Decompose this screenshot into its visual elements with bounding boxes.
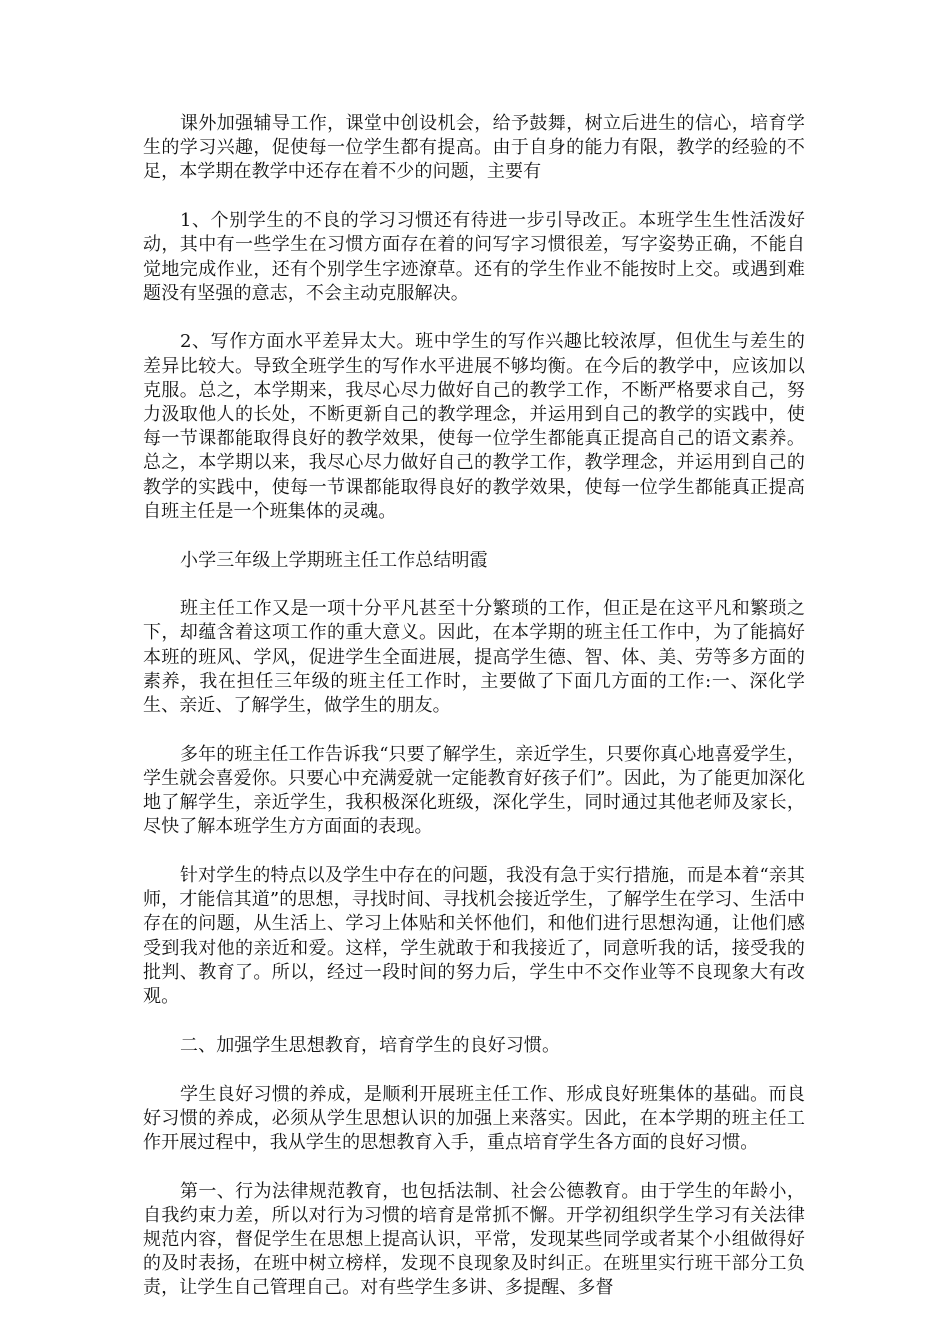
paragraph-good-habits: 学生良好习惯的养成，是顺利开展班主任工作、形成良好班集体的基础。而良好习惯的养成，必须从学生思想认识的加强上来落实。因此，在本学期的班主任工作开展过程中，我从学生的思想教育入手，重点培育学生各方面的良好习惯。 xyxy=(143,1083,805,1153)
paragraph-problem-writing: 2、写作方面水平差异太大。班中学生的写作兴趣比较浓厚，但优生与差生的差异比较大。导致全班学生的写作水平进展不够均衡。在今后的教学中，应该加以克服。总之，本学期来，我尽心尽力做好自己的教学工作，不断严格要求自己，努力汲取他人的长处，不断更新自己的教学理念，并运用到自己的教学的实践中，使每一节课都能取得良好的教学效果，使每一位学生都能真正提高自己的语文素养。总之，本学期以来，我尽心尽力做好自己的教学工作，教学理念，并运用到自己的教学的实践中，使每一节课都能取得良好的教学效果，使每一位学生都能真正提高自班主任是一个班集体的灵魂。 xyxy=(143,331,805,522)
section-heading-ideology: 二、加强学生思想教育，培育学生的良好习惯。 xyxy=(180,1034,561,1056)
paragraph-understand-students: 多年的班主任工作告诉我“只要了解学生，亲近学生，只要你真心地喜爱学生，学生就会喜爱你。只要心中充满爱就一定能教育好孩子们”。因此，为了能更加深化地了解学生，亲近学生，我积极深化班级，深化学生，同时通过其他老师及家长，尽快了解本班学生方方面面的表现。 xyxy=(143,743,805,838)
paragraph-tutoring-intro: 课外加强辅导工作，课堂中创设机会，给予鼓舞，树立后进生的信心，培育学生的学习兴趣，促使每一位学生都有提高。由于自身的能力有限，教学的经验的不足，本学期在教学中还存在着不少的问题，主要有 xyxy=(143,113,805,183)
paragraph-behavior-norms: 第一、行为法律规范教育，也包括法制、社会公德教育。由于学生的年龄小，自我约束力差，所以对行为习惯的培育是常抓不懈。开学初组织学生学习有关法律规范内容，督促学生在思想上提高认识，平常，发现某些同学或者某个小组做得好的及时表扬，在班中树立榜样，发现不良现象及时纠正。在班里实行班干部分工负责，让学生自己管理自己。对有些学生多讲、多提醒、多督 xyxy=(143,1180,805,1299)
paragraph-problem-habits: 1、个别学生的不良的学习习惯还有待进一步引导改正。本班学生生性活泼好动，其中有一些学生在习惯方面存在着的问写字习惯很差，写字姿势正确，不能自觉地完成作业，还有个别学生字迹潦草。还有的学生作业不能按时上交。或遇到难题没有坚强的意志，不会主动克服解决。 xyxy=(143,210,805,304)
section-title: 小学三年级上学期班主任工作总结明霞 xyxy=(180,549,488,571)
paragraph-approach-students: 针对学生的特点以及学生中存在的问题，我没有急于实行措施，而是本着“亲其师，才能信其道”的思想，寻找时间、寻找机会接近学生，了解学生在学习、生活中存在的问题，从生活上、学习上体贴和关怀他们，和他们进行思想沟通，让他们感受到我对他的亲近和爱。这样，学生就敢于和我接近了，同意听我的话，接受我的批判、教育了。所以，经过一段时间的努力后，学生中不交作业等不良现象大有改观。 xyxy=(143,865,805,1008)
paragraph-class-teacher-work: 班主任工作又是一项十分平凡甚至十分繁琐的工作，但正是在这平凡和繁琐之下，却蕴含着这项工作的重大意义。因此，在本学期的班主任工作中，为了能搞好本班的班风、学风，促进学生全面进展，提高学生德、智、体、美、劳等多方面的素养，我在担任三年级的班主任工作时，主要做了下面几方面的工作:一、深化学生、亲近、了解学生，做学生的朋友。 xyxy=(143,598,805,717)
document-body xyxy=(143,112,805,1325)
